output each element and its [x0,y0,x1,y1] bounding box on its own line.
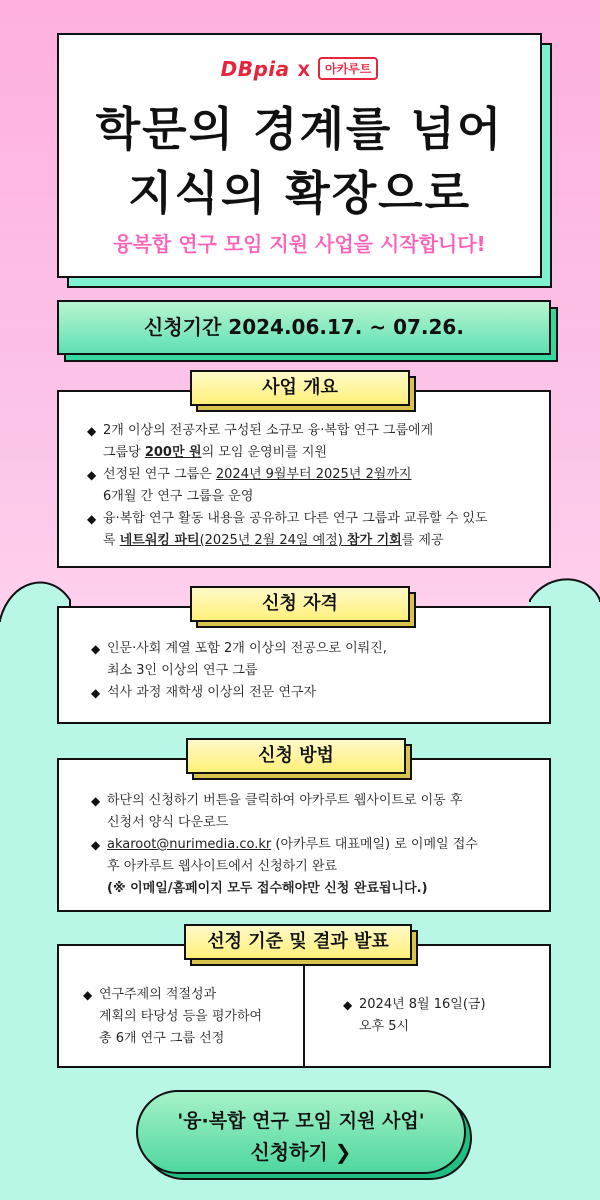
overview-item-1-line1: 2개 이상의 전공자로 구성된 소규모 융·복합 연구 그룹에게 [103,423,434,438]
title-card [57,33,542,278]
overview-item-1-line2: 그룹당 200만 원의 모임 운영비를 지원 [103,445,328,460]
diamond-bullet-icon: ◆ [91,838,101,852]
method-note: (※ 이메일/홈페이지 모두 접수해야만 신청 완료됩니다.) [107,881,428,896]
overview-item-2-line1: 선정된 연구 그룹은 2024년 9월부터 2025년 2월까지 [103,467,412,482]
logo-row [59,57,540,81]
method-item-1-line2: 신청서 양식 다운로드 [107,815,229,830]
eligibility-item-2-line1: 석사 과정 재학생 이상의 전문 연구자 [107,685,317,700]
amount-highlight: 200만 원 [144,445,202,460]
method-tag: 신청 방법 [186,738,406,774]
diamond-bullet-icon: ◆ [343,998,353,1012]
dbpia-logo: DBpia [220,57,290,81]
subtitle: 융복합 연구 모임 지원 사업을 시작합니다! [113,232,486,256]
overview-item-3-line2: 록 네트워킹 파티(2025년 2월 24일 예정) 참가 기회를 제공 [103,533,444,548]
overview-item-2 [87,464,543,508]
apply-button[interactable] [136,1090,466,1174]
apply-button-line1: '융·복합 연구 모임 지원 사업' [177,1110,425,1132]
period-bar: 신청기간 2024.06.17. ~ 07.26. [57,300,551,355]
collab-x: X [297,61,310,80]
eligibility-item-2 [91,682,537,704]
participation-highlight: 참가 기회 [346,533,402,548]
eligibility-item-1 [91,638,537,682]
selection-criteria-line3: 총 6개 연구 그룹 선정 [99,1031,225,1046]
selection-criteria-line2: 계획의 타당성 등을 평가하여 [99,1009,263,1024]
networking-highlight: 네트워킹 파티 [119,533,200,548]
eligibility-tag: 신청 자격 [190,586,410,622]
selection-tag: 선정 기준 및 결과 발표 [184,924,412,960]
overview-item-3 [87,508,543,552]
diamond-bullet-icon: ◆ [91,794,101,808]
diamond-bullet-icon: ◆ [91,686,101,700]
overview-item-1 [87,420,543,464]
selection-criteria [83,984,299,1050]
announcement-date-line2: 오후 5시 [359,1019,410,1034]
akaroot-logo: 아카루트 [318,57,378,80]
announcement-date-line1: 2024년 8월 16일(금) [359,997,486,1012]
selection-criteria-line1: 연구주제의 적절성과 [99,987,217,1002]
overview-section [57,390,551,568]
overview-item-2-line2: 6개월 간 연구 그룹을 운영 [103,489,254,504]
method-item-1 [91,790,547,834]
eligibility-item-1-line1: 인문·사회 계열 포함 2개 이상의 전공으로 이뤄진, [107,641,387,656]
diamond-bullet-icon: ◆ [91,642,101,656]
eligibility-item-1-line2: 최소 3인 이상의 연구 그룹 [107,663,258,678]
method-item-2-line1: akaroot@nurimedia.co.kr (아카루트 대표메일) 로 이메일 접수 [107,837,478,852]
diamond-bullet-icon: ◆ [87,468,97,482]
announcement-date [343,994,539,1038]
overview-tag: 사업 개요 [190,370,410,406]
diamond-bullet-icon: ◆ [83,988,93,1002]
title-line-2: 지식의 확장으로 [127,166,472,220]
diamond-bullet-icon: ◆ [87,512,97,526]
diamond-bullet-icon: ◆ [87,424,97,438]
apply-button-line2: 신청하기 ❯ [250,1140,352,1164]
email-link[interactable]: akaroot@nurimedia.co.kr [107,837,272,852]
method-section [57,758,551,912]
title-line-1: 학문의 경계를 넘어 [95,102,504,156]
period-highlight: 2024년 9월부터 2025년 2월까지 [215,467,412,482]
method-item-2-line2: 후 아카루트 웹사이트에서 신청하기 완료 [107,859,338,874]
method-item-2 [91,834,547,878]
overview-item-3-line1: 융·복합 연구 활동 내용을 공유하고 다른 연구 그룹과 교류할 수 있도 [103,511,488,526]
method-item-1-line1: 하단의 신청하기 버튼을 클릭하여 아카루트 웹사이트로 이동 후 [107,793,463,808]
